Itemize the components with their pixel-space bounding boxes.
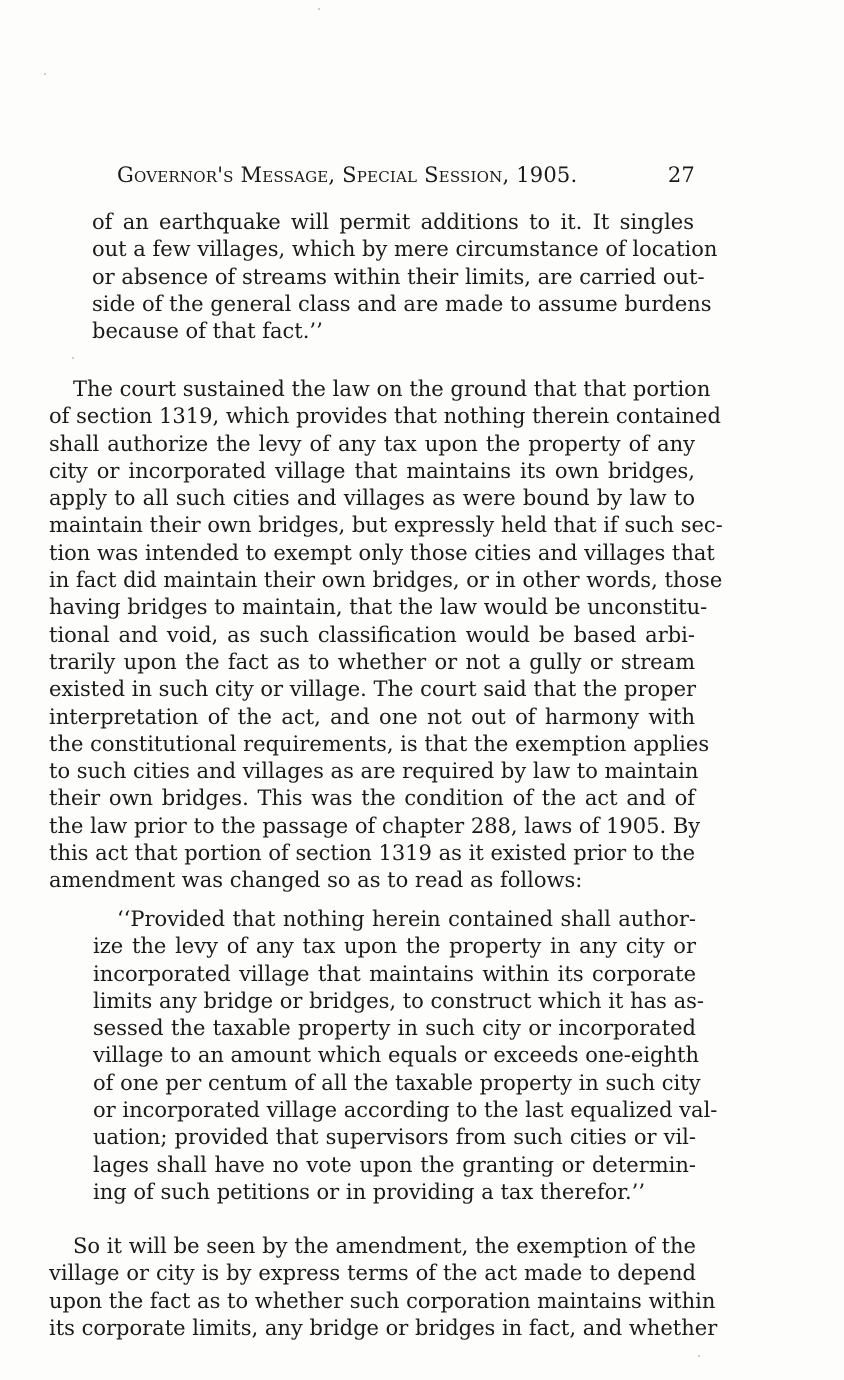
text-line: in fact did maintain their own bridges, or in other words, those <box>49 568 723 593</box>
running-header <box>117 163 695 193</box>
text-line: the constitutional requirements, is that the exemption applies <box>49 731 710 756</box>
text-line: its corporate limits, any bridge or bridges in fact, and whether <box>49 1315 718 1340</box>
text-line: trarily upon the fact as to whether or not a gully or stream <box>49 649 695 674</box>
text-line: The court sustained the law on the ground that that portion <box>73 377 711 401</box>
text-line: sessed the taxable property in such city or incorporated <box>93 1016 696 1041</box>
text-line: incorporated village that maintains within its corporate <box>93 961 696 986</box>
running-title: Governor's Message, Special Session, 1905. <box>117 163 578 187</box>
text-line: ize the levy of any tax upon the property in any city or <box>93 934 696 959</box>
page-number: 27 <box>667 163 695 187</box>
text-line: limits any bridge or bridges, to construct which it has as- <box>93 988 704 1013</box>
text-line: side of the general class and are made to assume burdens <box>92 291 712 316</box>
text-line: of one per centum of all the taxable property in such city <box>93 1070 701 1095</box>
text-line: of section 1319, which provides that nothing therein contained <box>49 404 721 429</box>
block-quote-provided <box>93 906 718 1206</box>
text-line: ‘‘Provided that nothing herein contained shall author- <box>117 907 696 931</box>
paragraph-court-sustained <box>49 376 723 895</box>
paper-speck <box>72 357 74 359</box>
text-line: to such cities and villages as are required by law to maintain <box>49 759 699 784</box>
text-line: tional and void, as such classification would be based arbi- <box>49 622 695 647</box>
text-line: existed in such city or village. The court said that the proper <box>49 677 697 702</box>
text-line: because of that fact.’’ <box>92 319 323 344</box>
text-line: village to an amount which equals or exceeds one-eighth <box>93 1043 699 1068</box>
paper-speck <box>318 8 320 10</box>
text-line: maintain their own bridges, but expressly held that if such sec- <box>49 513 723 538</box>
text-line: the law prior to the passage of chapter 288, laws of 1905. By <box>49 813 701 838</box>
paper-speck <box>44 73 46 75</box>
text-line: lages shall have no vote upon the granting or determin- <box>93 1152 696 1177</box>
paragraph-so-it-will-be-seen <box>49 1233 718 1342</box>
text-line: village or city is by express terms of the act made to depend <box>49 1261 696 1286</box>
text-line: amendment was changed so as to read as follows: <box>49 868 583 893</box>
text-line: tion was intended to exempt only those cities and villages that <box>49 540 715 565</box>
text-line: having bridges to maintain, that the law would be unconstitu- <box>49 595 708 620</box>
text-line: apply to all such cities and villages as were bound by law to <box>49 486 695 511</box>
text-line: this act that portion of section 1319 as it existed prior to the <box>49 841 695 866</box>
text-line: upon the fact as to whether such corporation maintains within <box>49 1288 716 1313</box>
text-line: interpretation of the act, and one not out of harmony with <box>49 704 695 729</box>
text-line: or absence of streams within their limits, are carried out- <box>92 264 705 289</box>
text-line: shall authorize the levy of any tax upon the property of any <box>49 431 695 456</box>
paper-speck <box>698 1355 700 1357</box>
text-line: or incorporated village according to the last equalized val- <box>93 1098 718 1123</box>
text-line: their own bridges. This was the condition of the act and of <box>49 786 695 811</box>
text-line: of an earthquake will permit additions to it. It singles <box>92 210 694 234</box>
text-line: uation; provided that supervisors from such cities or vil- <box>93 1125 696 1150</box>
text-line: So it will be seen by the amendment, the exemption of the <box>73 1234 696 1258</box>
text-line: out a few villages, which by mere circumstance of location <box>92 237 718 262</box>
text-line: ing of such petitions or in providing a tax therefor.’’ <box>93 1179 645 1204</box>
text-line: city or incorporated village that maintains its own bridges, <box>49 458 695 483</box>
paragraph-continued-quote <box>92 209 718 345</box>
